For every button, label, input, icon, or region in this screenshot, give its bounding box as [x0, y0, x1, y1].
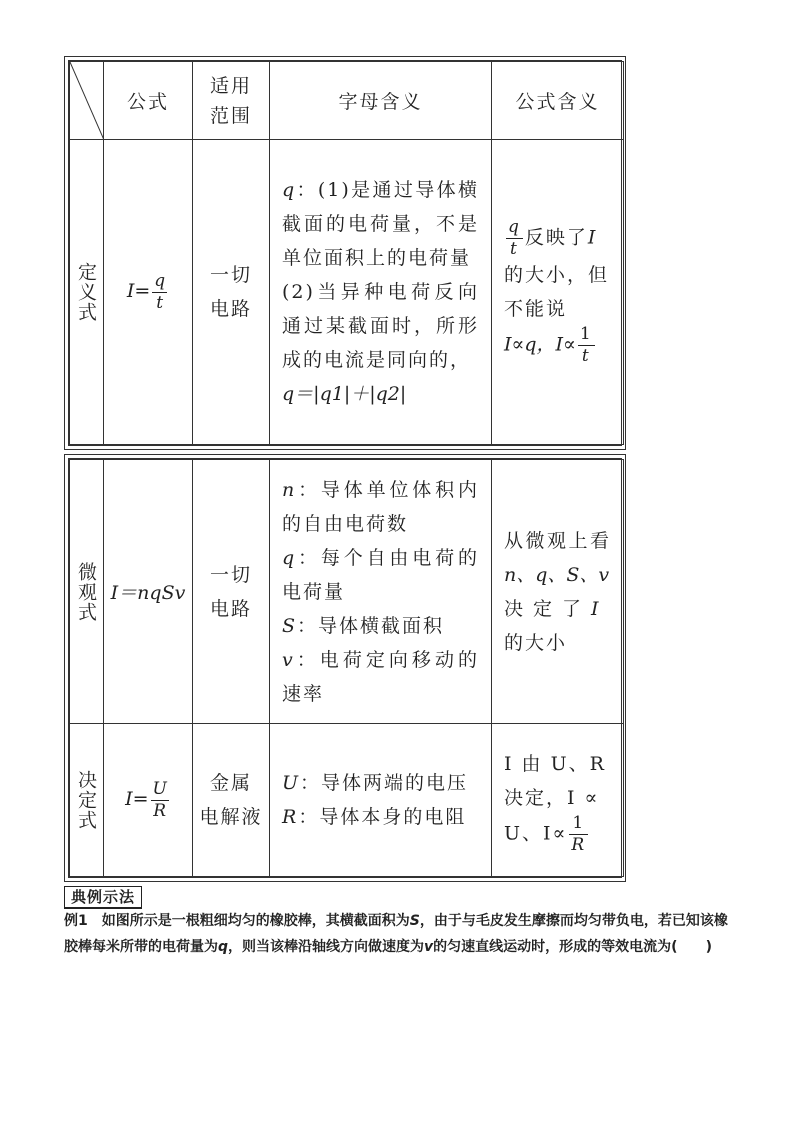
meaning-v-text: ：电荷定向移动的速率	[282, 648, 479, 705]
formula	[126, 270, 169, 313]
header-scope	[193, 62, 270, 140]
fraction-denominator: t	[581, 346, 591, 366]
fmeaning-fraction2	[578, 326, 595, 365]
fraction-numerator: q	[508, 217, 521, 237]
scope-cell	[193, 460, 270, 724]
table-header-row	[70, 62, 624, 140]
meaning-var-q: q	[282, 546, 297, 569]
example-text-2: ，由于与毛皮发生摩擦而均匀带负电，若已知该橡胶棒每米所带的电荷量为	[64, 913, 728, 955]
row-name: 微观式	[75, 561, 97, 622]
diagonal-corner-cell	[70, 62, 104, 140]
meaning-q-text: ：(1)是通过导体横截面的电荷量，不是单位面积上的电荷量	[282, 179, 479, 269]
row-name: 定义式	[75, 262, 97, 322]
other-formulas-table-frame	[64, 454, 626, 882]
fraction-denominator: t	[156, 292, 164, 313]
fraction-numerator: 1	[569, 815, 588, 835]
fmeaning-vars: n、q、S、v	[504, 563, 610, 586]
header-formula: 公式	[104, 62, 193, 140]
meaning-R-text: ：导体本身的电阻	[298, 806, 467, 828]
letter-meaning-cell	[270, 724, 492, 877]
example-text-1: 如图所示是一根粗细均匀的橡胶棒，其横截面积为	[101, 913, 410, 929]
example-question	[64, 908, 734, 960]
meaning-var-U: U	[282, 772, 301, 794]
meaning-var-v: v	[282, 648, 295, 671]
fraction-denominator: t	[510, 239, 519, 259]
example-text-3: ，则当该棒沿轴线方向做速度为	[228, 939, 425, 955]
header-formula-meaning: 公式含义	[492, 62, 624, 140]
definition-table	[68, 60, 622, 446]
meaning-var-R: R	[282, 806, 299, 828]
table-row-decide	[70, 724, 624, 877]
row-name: 决定式	[75, 770, 97, 830]
meaning-var-q: q	[282, 179, 297, 201]
scope-line1: 金属	[209, 772, 252, 794]
fraction-numerator: 1	[579, 324, 593, 344]
formula-cell	[104, 140, 193, 445]
letter-meaning-cell	[270, 460, 492, 724]
fraction-denominator: R	[571, 834, 587, 855]
table-row-definition	[70, 140, 624, 445]
scope-cell	[193, 724, 270, 877]
letter-meaning-cell	[270, 140, 492, 445]
row-name-cell	[70, 724, 104, 877]
example-label: 例1	[64, 913, 88, 929]
section-label: 典例示法	[64, 886, 142, 909]
formula-lhs: I	[125, 788, 133, 810]
fmeaning-fraction	[506, 219, 523, 258]
scope-line1: 一切	[209, 264, 252, 286]
fmeaning-fraction	[569, 812, 588, 855]
scope-line2: 电路	[209, 298, 252, 320]
formula-eq: =	[132, 788, 149, 810]
header-letter-meaning: 字母含义	[270, 62, 492, 140]
table-row-micro	[70, 460, 624, 724]
meaning-equation: q＝|q1|＋|q2|	[282, 383, 407, 405]
formula-fraction	[151, 778, 169, 821]
meaning-S-text: ：导体横截面积	[297, 614, 445, 637]
fmeaning-var-I: I	[587, 226, 598, 249]
fmeaning-text1: 反映了	[524, 226, 588, 249]
fmeaning-text3: I∝q，I∝	[504, 333, 576, 356]
formula-meaning-cell	[492, 460, 624, 724]
fmeaning-text2: 的大小，但不能说	[504, 264, 610, 320]
scope-line2: 电解液	[199, 806, 263, 828]
formula: I＝nqSv	[110, 582, 186, 604]
formula-lhs: I	[126, 280, 135, 302]
meaning-U-text: ：导体两端的电压	[300, 772, 469, 794]
fmeaning-text: I 由 U、R 决定，I ∝ U、I∝	[504, 752, 606, 844]
scope-line2: 电路	[209, 597, 252, 620]
fmeaning-pre: 从微观上看	[504, 529, 611, 552]
header-scope-line2: 范围	[209, 104, 252, 127]
fraction-denominator: R	[153, 800, 167, 821]
diagonal-line	[70, 62, 104, 140]
meaning-q-text: ：每个自由电荷的电荷量	[282, 546, 479, 603]
fmeaning-end: 的大小	[504, 631, 568, 654]
meaning-2-text: (2)当异种电荷反向通过某截面时，所形成的电流是同向的，	[282, 281, 479, 371]
example-var-q: q	[218, 939, 229, 955]
formula-cell	[104, 724, 193, 877]
scope-cell	[193, 140, 270, 445]
fraction-numerator: U	[152, 778, 167, 799]
meaning-n-text: ：导体单位体积内的自由电荷数	[282, 478, 479, 535]
formula-eq: =	[134, 280, 151, 302]
example-text-4: 的匀速直线运动时，形成的等效电流为( )	[433, 939, 712, 955]
fmeaning-var-I: I	[591, 597, 601, 620]
example-var-v: v	[424, 939, 434, 955]
fraction-numerator: q	[154, 270, 166, 291]
meaning-var-S: S	[282, 614, 298, 637]
meaning-var-n: n	[282, 478, 297, 501]
formula	[125, 778, 171, 821]
formula-meaning-cell	[492, 140, 624, 445]
formula-fraction	[152, 270, 167, 313]
fmeaning-post: 决定了	[504, 597, 592, 620]
formula-cell	[104, 460, 193, 724]
scope-line1: 一切	[209, 563, 252, 586]
row-name-cell	[70, 140, 104, 445]
definition-table-frame	[64, 56, 626, 450]
example-var-S: S	[409, 913, 420, 929]
header-scope-line1: 适用	[209, 74, 252, 97]
other-formulas-table	[68, 458, 622, 878]
row-name-cell	[70, 460, 104, 724]
formula-meaning-cell	[492, 724, 624, 877]
